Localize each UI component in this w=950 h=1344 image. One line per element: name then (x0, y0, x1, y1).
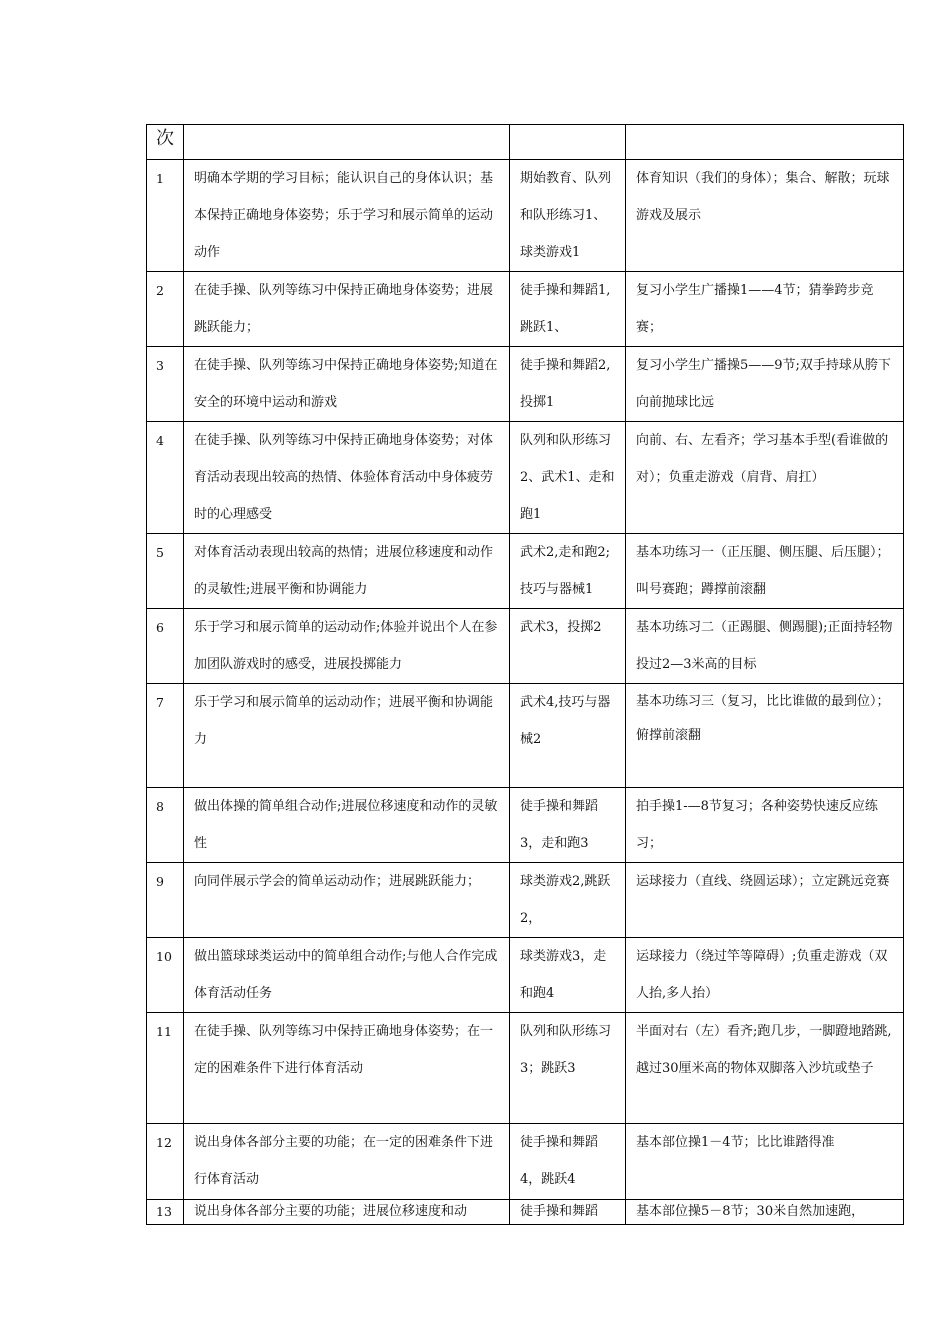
lesson-content: 基本部位操5－8节；30米自然加速跑， (626, 1200, 904, 1225)
table-row (147, 347, 904, 422)
lesson-content: 运球接力（直线、绕圆运球）；立定跳远竞赛 (626, 863, 904, 938)
table-row (147, 422, 904, 534)
lesson-number: 4 (147, 422, 184, 534)
lesson-unit: 队列和队形练习2、武术1、走和跑1 (510, 422, 626, 534)
table-row (147, 938, 904, 1013)
table-header-row (147, 125, 904, 160)
lesson-unit: 武术3，投掷2 (510, 609, 626, 684)
lesson-goal: 乐于学习和展示简单的运动动作；进展平衡和协调能力 (184, 684, 510, 788)
lesson-content: 运球接力（绕过竿等障碍）;负重走游戏（双人抬,多人抬） (626, 938, 904, 1013)
lesson-content: 体育知识（我们的身体）；集合、解散；玩球游戏及展示 (626, 160, 904, 272)
table-row (147, 272, 904, 347)
lesson-number: 7 (147, 684, 184, 788)
lesson-number: 6 (147, 609, 184, 684)
lesson-unit: 徒手操和舞蹈3，走和跑3 (510, 788, 626, 863)
table-row (147, 1124, 904, 1200)
lesson-goal: 做出体操的简单组合动作;进展位移速度和动作的灵敏性 (184, 788, 510, 863)
lesson-goal: 乐于学习和展示简单的运动动作;体验并说出个人在参加团队游戏时的感受，进展投掷能力 (184, 609, 510, 684)
table-row (147, 534, 904, 609)
table-row (147, 160, 904, 272)
lesson-content: 基本功练习一（正压腿、侧压腿、后压腿）；叫号赛跑；蹲撑前滚翻 (626, 534, 904, 609)
table-row (147, 1200, 904, 1225)
lesson-number: 1 (147, 160, 184, 272)
lesson-number: 8 (147, 788, 184, 863)
lesson-unit: 徒手操和舞蹈 (510, 1200, 626, 1225)
lesson-number: 3 (147, 347, 184, 422)
lesson-unit: 徒手操和舞蹈1,跳跃1、 (510, 272, 626, 347)
lesson-number: 12 (147, 1124, 184, 1200)
lesson-number: 2 (147, 272, 184, 347)
lesson-content: 基本部位操1－4节；比比谁踏得准 (626, 1124, 904, 1200)
lesson-unit: 徒手操和舞蹈2,投掷1 (510, 347, 626, 422)
lesson-content: 基本功练习三（复习，比比谁做的最到位）； 俯撑前滚翻 (626, 684, 904, 788)
lesson-number: 10 (147, 938, 184, 1013)
lesson-content: 复习小学生广播操5——9节;双手持球从胯下向前抛球比远 (626, 347, 904, 422)
lesson-goal: 对体育活动表现出较高的热情；进展位移速度和动作的灵敏性;进展平衡和协调能力 (184, 534, 510, 609)
table-row (147, 684, 904, 788)
table-row (147, 863, 904, 938)
lesson-goal: 做出篮球球类运动中的简单组合动作;与他人合作完成体育活动任务 (184, 938, 510, 1013)
lesson-number: 11 (147, 1013, 184, 1124)
lesson-goal: 向同伴展示学会的简单运动动作；进展跳跃能力； (184, 863, 510, 938)
table-row (147, 609, 904, 684)
lesson-unit: 队列和队形练习3；跳跃3 (510, 1013, 626, 1124)
lesson-goal: 在徒手操、队列等练习中保持正确地身体姿势；进展跳跃能力； (184, 272, 510, 347)
lesson-goal: 在徒手操、队列等练习中保持正确地身体姿势；对体育活动表现出较高的热情、体验体育活动中身体疲劳时的心理感受 (184, 422, 510, 534)
lesson-unit: 球类游戏3，走和跑4 (510, 938, 626, 1013)
lesson-content: 拍手操1-—8节复习；各种姿势快速反应练习； (626, 788, 904, 863)
lesson-unit: 武术2,走和跑2;技巧与器械1 (510, 534, 626, 609)
header-cell-goal (184, 125, 510, 160)
lesson-content: 基本功练习二（正踢腿、侧踢腿);正面持轻物投过2—3米高的目标 (626, 609, 904, 684)
lesson-unit: 球类游戏2,跳跃2， (510, 863, 626, 938)
lesson-content: 复习小学生广播操1——4节；猜拳跨步竞赛； (626, 272, 904, 347)
table-row (147, 788, 904, 863)
lesson-unit: 期始教育、队列和队形练习1、球类游戏1 (510, 160, 626, 272)
lesson-content: 向前、右、左看齐；学习基本手型(看谁做的对）；负重走游戏（肩背、肩扛） (626, 422, 904, 534)
header-cell-lesson: 次 (147, 125, 184, 160)
table-row (147, 1013, 904, 1124)
lesson-goal: 在徒手操、队列等练习中保持正确地身体姿势;知道在安全的环境中运动和游戏 (184, 347, 510, 422)
lesson-unit: 徒手操和舞蹈4，跳跃4 (510, 1124, 626, 1200)
lesson-number: 9 (147, 863, 184, 938)
lesson-goal: 在徒手操、队列等练习中保持正确地身体姿势；在一定的困难条件下进行体育活动 (184, 1013, 510, 1124)
lesson-unit: 武术4,技巧与器械2 (510, 684, 626, 788)
lesson-plan-table (146, 124, 904, 1225)
lesson-goal: 明确本学期的学习目标；能认识自己的身体认识；基本保持正确地身体姿势；乐于学习和展示简单的运动动作 (184, 160, 510, 272)
lesson-goal: 说出身体各部分主要的功能；进展位移速度和动 (184, 1200, 510, 1225)
lesson-goal: 说出身体各部分主要的功能；在一定的困难条件下进行体育活动 (184, 1124, 510, 1200)
lesson-number: 5 (147, 534, 184, 609)
lesson-number: 13 (147, 1200, 184, 1225)
header-cell-unit (510, 125, 626, 160)
header-cell-content (626, 125, 904, 160)
lesson-content: 半面对右（左）看齐;跑几步，一脚蹬地踏跳,越过30厘米高的物体双脚落入沙坑或垫子 (626, 1013, 904, 1124)
